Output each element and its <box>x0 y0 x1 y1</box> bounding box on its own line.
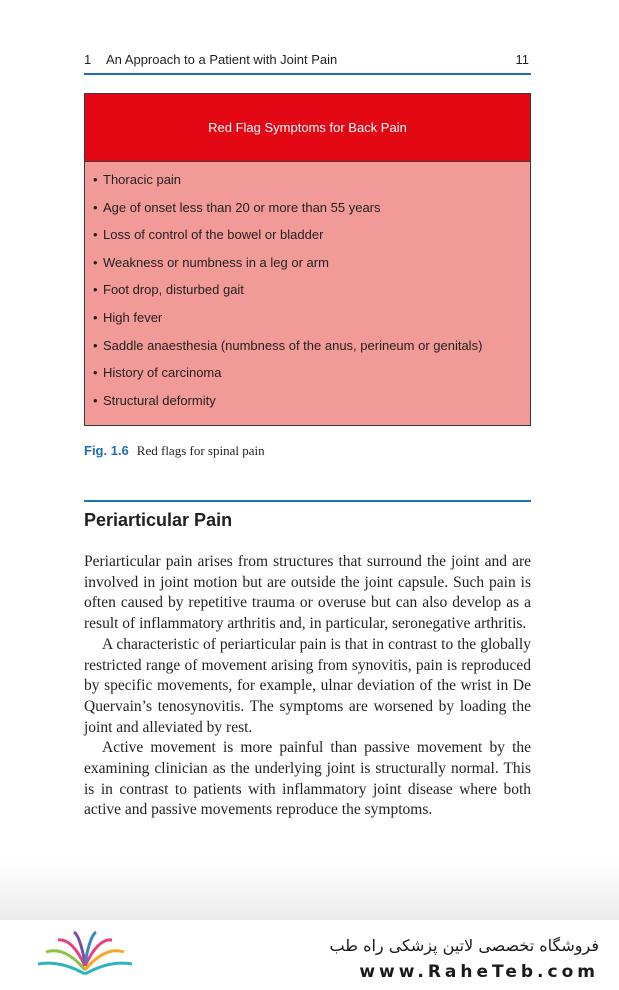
paragraph: A characteristic of periarticular pain is that in contrast to the globally restricted range of movement arising from synovitis, pain is reproduced by specific movements, for example, ulnar deviation of the wrist in De Quervain’s tenosynovitis. The symptoms are worsened by loading the joint and alleviated by rest. <box>84 635 531 736</box>
list-item <box>93 393 482 421</box>
list-item <box>93 227 482 255</box>
list-item <box>93 172 482 200</box>
list-item <box>93 255 482 283</box>
red-flag-box <box>84 93 531 426</box>
bullet: • <box>93 337 98 353</box>
chapter-title: An Approach to a Patient with Joint Pain <box>106 52 338 67</box>
header-rule <box>84 73 531 75</box>
red-flag-list <box>93 172 482 420</box>
list-item <box>93 282 482 310</box>
list-item <box>93 365 482 393</box>
bullet: • <box>93 282 98 298</box>
bullet: • <box>93 309 98 325</box>
section-title: Periarticular Pain <box>84 510 233 530</box>
bullet: • <box>93 199 98 215</box>
figure-caption-text: Red flags for spinal pain <box>136 443 265 458</box>
list-item-text: High fever <box>103 309 163 325</box>
store-name: فروشگاه تخصصی لاتین پزشکی راه طب <box>329 936 599 955</box>
list-item-text: Structural deformity <box>103 392 216 408</box>
bullet: • <box>93 392 98 408</box>
page-number: 11 <box>515 52 529 67</box>
bullet: • <box>93 365 98 381</box>
paragraph: Active movement is more painful than passive movement by the examining clinician as the underlying joint is structurally normal. This is in contrast to patients with inflammatory joint disease where both active and passive movements reproduce the symptoms. <box>84 739 531 819</box>
bullet: • <box>93 172 98 187</box>
list-item <box>93 310 482 338</box>
list-item-text: Age of onset less than 20 or more than 55 years <box>103 199 381 215</box>
bullet: • <box>93 227 98 243</box>
section-rule <box>84 500 531 502</box>
footer-shade <box>0 860 619 920</box>
list-item-text: Thoracic pain <box>103 172 182 187</box>
open-book-logo-icon <box>30 930 140 980</box>
bullet: • <box>93 254 98 270</box>
list-item-text: Loss of control of the bowel or bladder <box>103 227 324 243</box>
store-url[interactable]: www.RaheTeb.com <box>359 962 599 982</box>
list-item-text: Saddle anaesthesia (numbness of the anus, perineum or genitals) <box>103 337 483 353</box>
list-item-text: History of carcinoma <box>103 365 222 381</box>
red-flag-box-title: Red Flag Symptoms for Back Pain <box>85 94 530 162</box>
chapter-number: 1 <box>84 52 92 67</box>
list-item <box>93 200 482 228</box>
running-head <box>84 50 531 72</box>
list-item-text: Foot drop, disturbed gait <box>103 282 244 298</box>
figure-label: Fig. 1.6 <box>84 443 129 458</box>
list-item-text: Weakness or numbness in a leg or arm <box>103 254 329 270</box>
paragraph: Periarticular pain arises from structures that surround the joint and are involved in joint motion but are outside the joint capsule. Such pain is often caused by repetitive trauma or overuse but can also develop as a result of inflammatory arthritis and, in particular, seronegative arthritis. <box>84 553 531 633</box>
body-text <box>84 552 531 821</box>
figure-caption <box>84 443 265 459</box>
list-item <box>93 338 482 366</box>
